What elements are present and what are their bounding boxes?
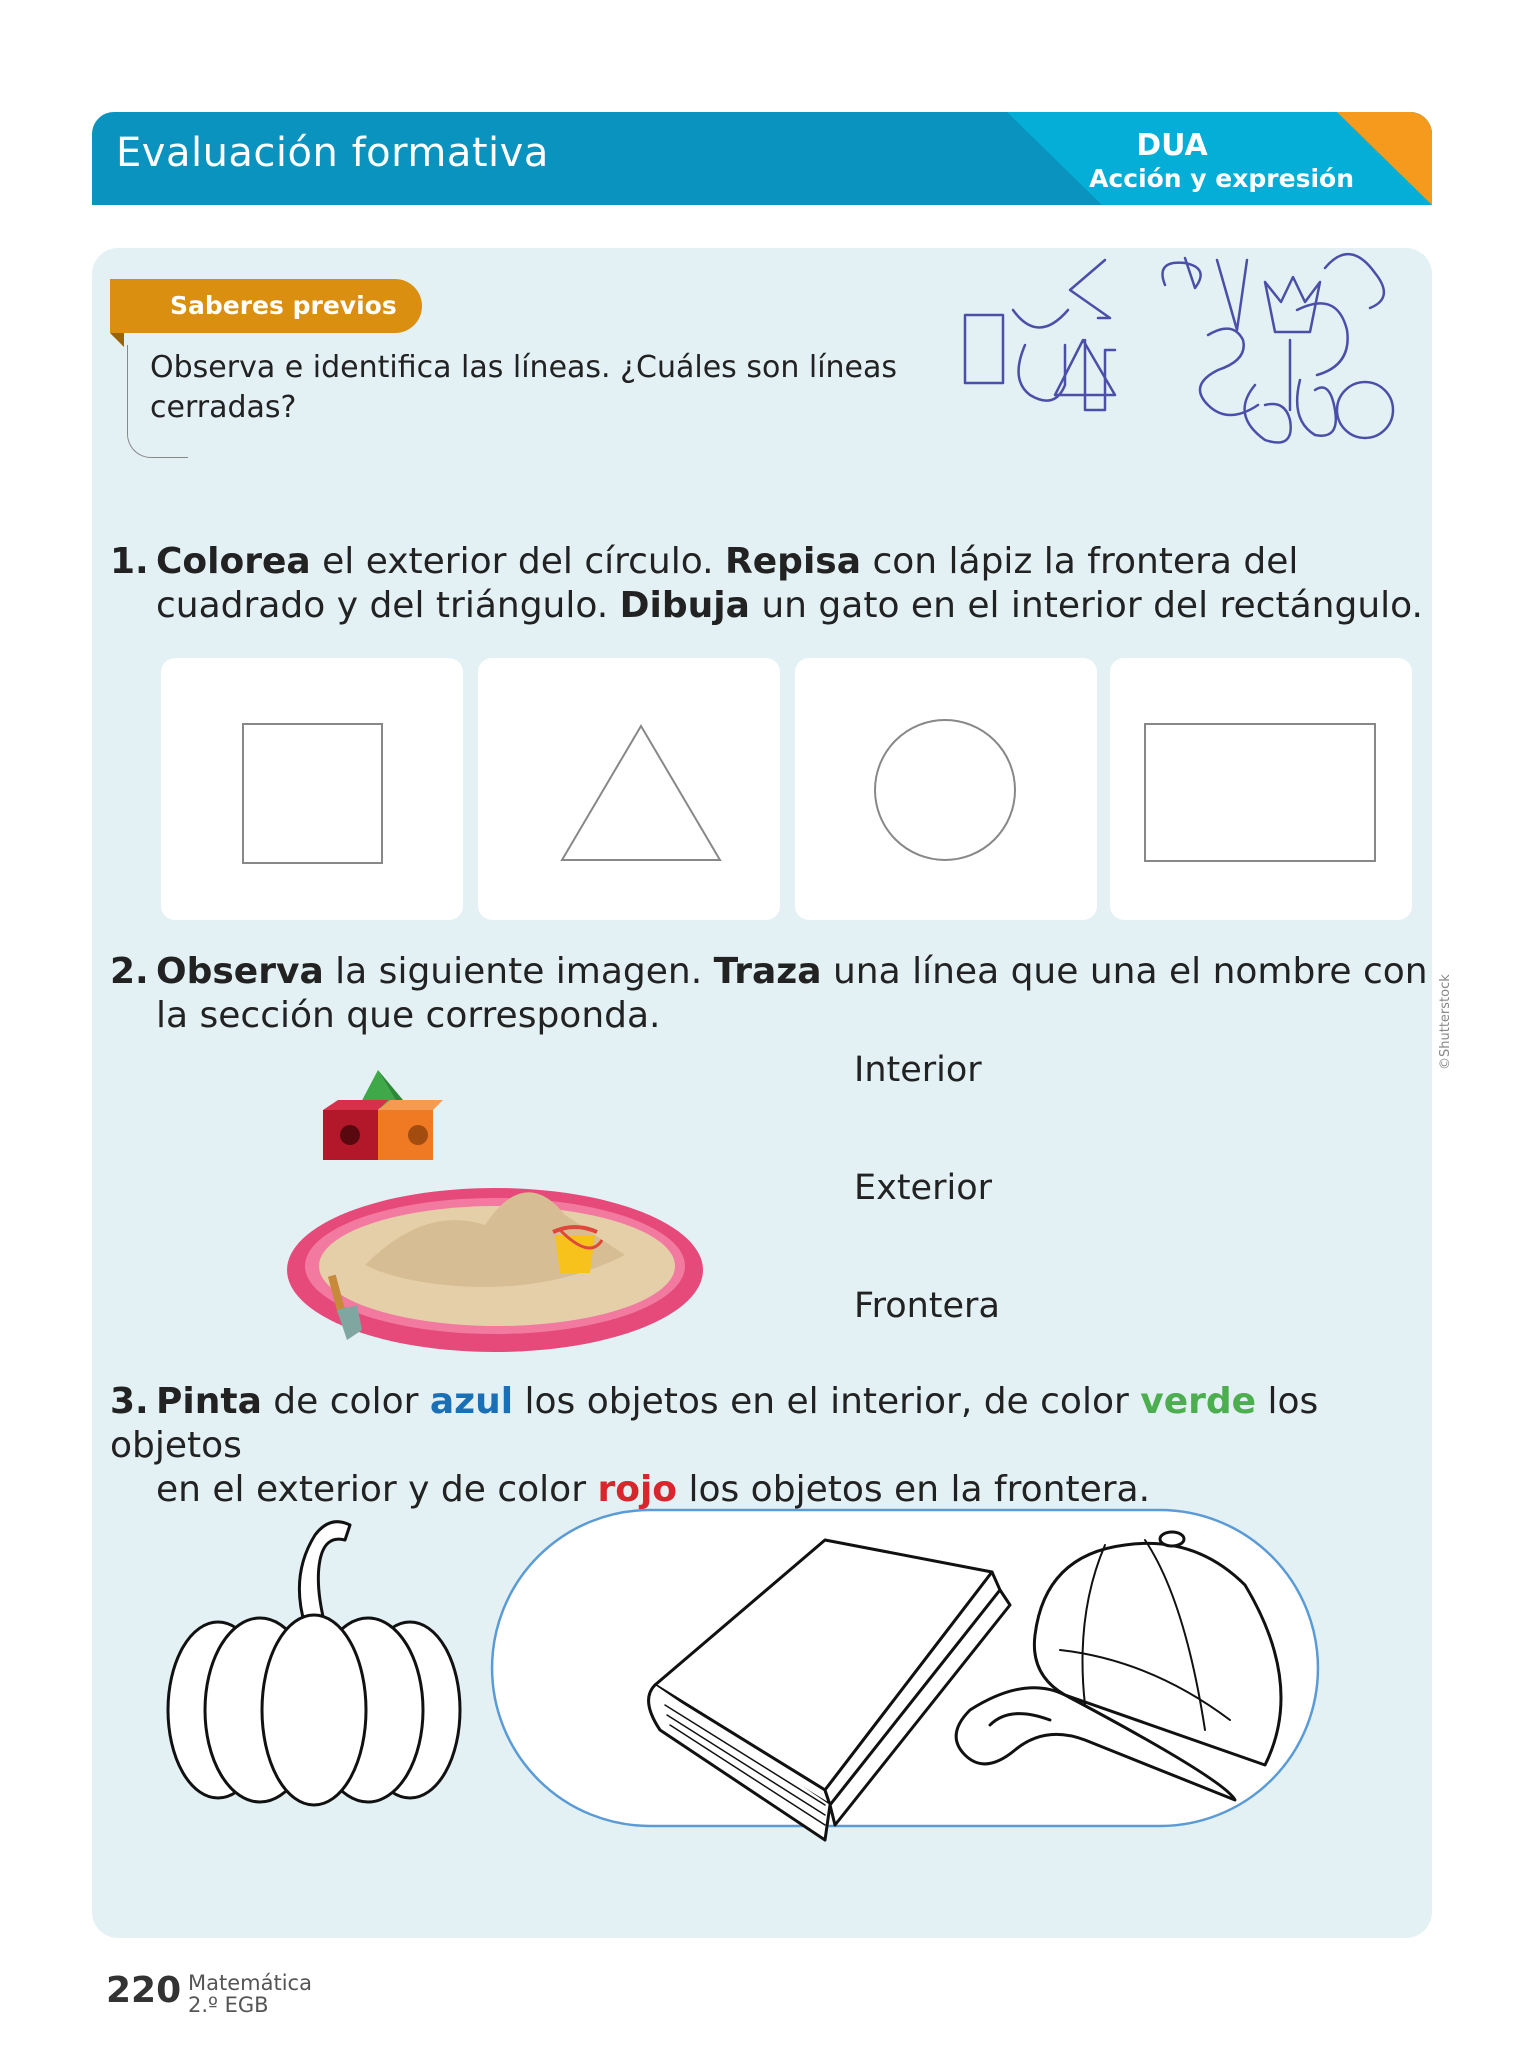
toy-blocks-icon [318, 1068, 448, 1178]
section-header [92, 112, 1432, 205]
q1-verb-colorea: Colorea [156, 541, 311, 582]
page-number: 220 [106, 1970, 182, 2011]
footer-subject [188, 1972, 312, 2016]
q1-verb-dibuja: Dibuja [619, 585, 750, 626]
label-exterior[interactable]: Exterior [854, 1168, 993, 1208]
q1-text-4: un gato en el interior del rectángulo. [749, 585, 1423, 626]
image-credit: ©Shutterstock [1438, 974, 1453, 1070]
q3-number: 3. [110, 1381, 149, 1422]
q2-verb-traza: Traza [713, 951, 822, 992]
grade-label: 2.º EGB [188, 1993, 269, 2017]
label-interior[interactable]: Interior [854, 1050, 982, 1090]
q3-text-5: los objetos en la frontera. [677, 1469, 1151, 1510]
q1-verb-repisa: Repisa [725, 541, 861, 582]
dua-label: DUA [1136, 128, 1208, 163]
q2-text-3: la sección que corresponda. [156, 995, 661, 1036]
label-frontera[interactable]: Frontera [854, 1286, 1000, 1326]
question-3 [110, 1380, 1430, 1512]
triangle-icon [478, 658, 780, 920]
question-1 [110, 540, 1430, 628]
q2-text-1: la siguiente imagen. [323, 951, 714, 992]
q2-number: 2. [110, 951, 149, 992]
q1-text-3: cuadrado y del triángulo. [156, 585, 620, 626]
tag-tail [110, 333, 124, 347]
pumpkin-icon [168, 1522, 460, 1805]
subject-label: Matemática [188, 1971, 312, 1995]
rectangle-icon [1110, 658, 1412, 920]
q3-text-3: los objetos [110, 1381, 1319, 1466]
color-azul: azul [429, 1381, 514, 1422]
dua-subtitle: Acción y expresión [1089, 164, 1354, 193]
lines-drawing [955, 250, 1425, 450]
q3-text-2: los objetos en el interior, de color [513, 1381, 1141, 1422]
q2-text-2: una línea que una el nombre con [821, 951, 1428, 992]
shape-card-circle[interactable] [795, 658, 1097, 920]
q1-number: 1. [110, 541, 149, 582]
q2-verb-observa: Observa [156, 951, 324, 992]
question-2 [110, 950, 1430, 1038]
objects-scene [160, 1500, 1360, 1860]
square-icon [161, 658, 463, 920]
page-title: Evaluación formativa [116, 130, 549, 176]
q3-text-1: de color [261, 1381, 430, 1422]
q3-text-4: en el exterior y de color [156, 1469, 598, 1510]
saberes-previos-text: Observa e identifica las líneas. ¿Cuáles son líneas cerradas? [150, 350, 898, 425]
q1-text-2: con lápiz la frontera del [861, 541, 1299, 582]
saberes-previos-tag: Saberes previos [110, 279, 422, 333]
q3-verb-pinta: Pinta [156, 1381, 262, 1422]
sandbox-icon [285, 1170, 705, 1370]
shape-card-triangle[interactable] [478, 658, 780, 920]
shape-card-square[interactable] [161, 658, 463, 920]
q1-text-1: el exterior del círculo. [310, 541, 726, 582]
circle-icon [795, 658, 1097, 920]
color-verde: verde [1140, 1381, 1257, 1422]
color-rojo: rojo [597, 1469, 678, 1510]
shape-card-rectangle[interactable] [1110, 658, 1412, 920]
